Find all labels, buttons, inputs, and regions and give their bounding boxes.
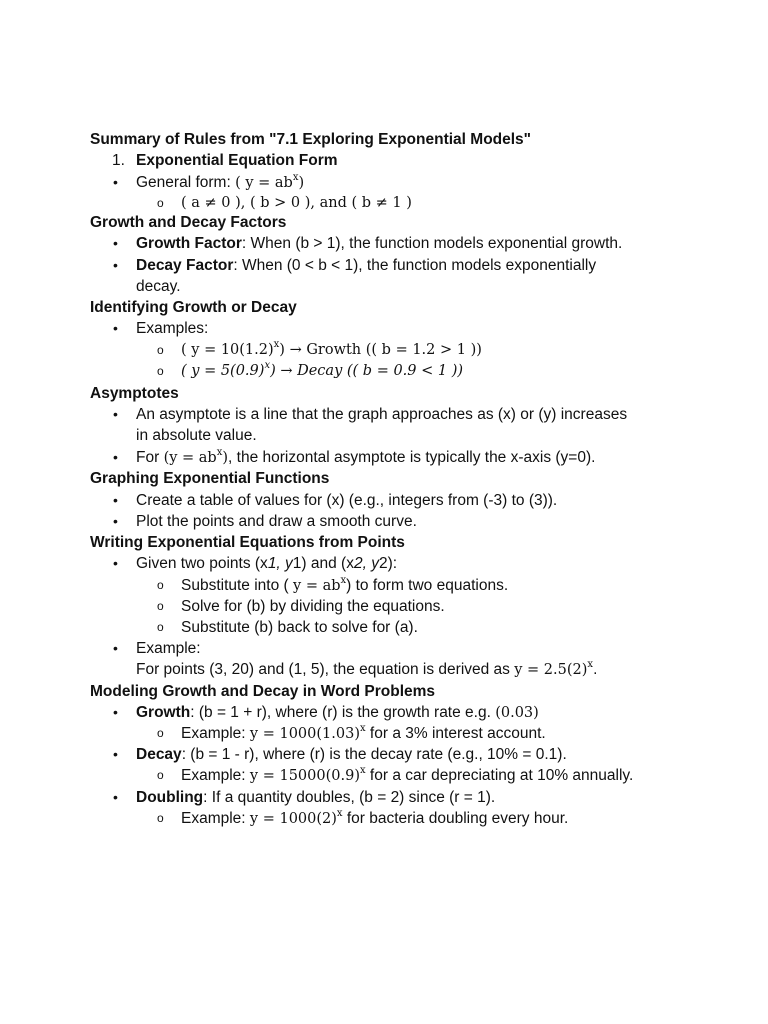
text: Example:	[181, 810, 250, 827]
text: Given two points (x	[136, 555, 268, 572]
list-item-text: Solve for (b) by dividing the equations.	[181, 598, 445, 615]
equation-text: (y = ab	[163, 450, 217, 466]
section-heading: Asymptotes	[90, 385, 179, 402]
equation	[181, 340, 482, 361]
bullet-icon: •	[113, 449, 118, 465]
sub-bullet-icon: o	[157, 578, 164, 592]
text: For points (3, 20) and (1, 5), the equation is derived as	[136, 661, 515, 678]
equation	[235, 172, 305, 191]
equation-text: )	[298, 175, 305, 191]
list-item-text	[136, 702, 539, 724]
label: General form:	[136, 174, 236, 191]
equation	[249, 765, 366, 784]
section-heading: Growth and Decay Factors	[90, 214, 287, 231]
list-item	[0, 404, 768, 425]
list-item-text	[181, 723, 546, 745]
list-number: 1.	[112, 152, 125, 169]
equation	[181, 361, 463, 382]
definition: : (b = 1 + r), where (r) is the growth rate e.g.	[190, 704, 496, 721]
equation: ( a ≠ 0 ), ( b > 0 ), and ( b ≠ 1 )	[181, 195, 412, 211]
definition: decay.	[136, 278, 181, 295]
bullet-icon: •	[113, 789, 118, 805]
list-item	[0, 553, 768, 574]
exponent: x	[359, 765, 366, 777]
sub-list-item	[0, 596, 768, 617]
list-item	[0, 233, 768, 254]
bullet-icon: •	[113, 704, 118, 720]
list-item-text	[136, 447, 595, 469]
equation	[514, 659, 594, 678]
list-item	[0, 787, 768, 808]
exponent: x	[340, 575, 347, 587]
list-item-text	[181, 808, 568, 830]
section-heading: Graphing Exponential Functions	[90, 470, 330, 487]
list-item	[0, 490, 768, 511]
bullet-icon: •	[113, 640, 118, 656]
list-item-text: An asymptote is a line that the graph approaches as (x) or (y) increases	[136, 406, 628, 423]
equation-text: y = 15000(0.9)	[249, 768, 360, 784]
list-item-text	[136, 787, 495, 808]
bullet-icon: •	[113, 235, 118, 251]
list-item-text: in absolute value.	[136, 427, 257, 444]
bullet-icon: •	[113, 320, 118, 336]
text: for a car depreciating at 10% annually.	[365, 767, 634, 784]
equation-text: ) → Decay (( b = 0.9 < 1 ))	[270, 363, 464, 379]
list-item	[0, 702, 768, 723]
equation-text: ( y = 10(1.2)	[181, 342, 274, 358]
definition: : When (0 < b < 1), the function models exponentially	[233, 257, 597, 274]
exponent: x	[292, 172, 299, 184]
sub-list-item	[0, 808, 768, 829]
list-item	[0, 318, 768, 339]
sub-bullet-icon: o	[157, 343, 164, 357]
list-item	[0, 447, 768, 468]
exponent: x	[359, 723, 366, 735]
list-item	[0, 172, 768, 193]
bullet-icon: •	[113, 555, 118, 571]
text: ) to form two equations.	[346, 577, 509, 594]
equation	[249, 808, 343, 827]
sub-list-item	[0, 617, 768, 638]
list-item-text	[181, 575, 508, 597]
bullet-icon: •	[113, 257, 118, 273]
sub-bullet-icon: o	[157, 768, 164, 782]
text: .	[593, 661, 598, 678]
equation	[163, 447, 229, 466]
sub-list-item	[0, 193, 768, 214]
definition: : (b = 1 - r), where (r) is the decay rate (e.g., 10% = 0.1).	[181, 746, 567, 763]
equation-text: y = 1000(2)	[249, 811, 337, 827]
equation-text: )	[222, 450, 229, 466]
list-item-continuation	[0, 425, 768, 446]
list-item-text	[181, 765, 633, 787]
list-item-text	[136, 659, 597, 681]
sub-bullet-icon: o	[157, 364, 164, 378]
bullet-icon: •	[113, 746, 118, 762]
sub-list-item	[0, 340, 768, 361]
equation	[293, 575, 347, 594]
text: Example:	[181, 767, 250, 784]
exponent: x	[216, 447, 223, 459]
equation-text: ) → Growth (( b = 1.2 > 1 ))	[279, 342, 482, 358]
text: Example:	[181, 725, 250, 742]
list-item-text	[136, 172, 304, 194]
list-item	[0, 255, 768, 276]
sub-list-item	[0, 765, 768, 786]
equation	[249, 723, 366, 742]
text: Substitute into (	[181, 577, 294, 594]
section-heading: Exponential Equation Form	[136, 152, 338, 169]
list-item-text	[136, 744, 567, 765]
exponent: x	[336, 808, 343, 820]
bullet-icon: •	[113, 406, 118, 422]
list-item-continuation	[0, 659, 768, 680]
section-exponential-form	[0, 150, 768, 171]
list-item-text	[136, 233, 622, 254]
definition: : If a quantity doubles, (b = 2) since (r = 1).	[203, 789, 496, 806]
text: for bacteria doubling every hour.	[342, 810, 569, 827]
exponent: x	[264, 360, 271, 372]
bullet-icon: •	[113, 513, 118, 529]
list-item	[0, 638, 768, 659]
list-item-text: Create a table of values for (x) (e.g., integers from (-3) to (3)).	[136, 492, 558, 509]
text: 1, y	[267, 555, 293, 572]
term: Growth	[136, 704, 191, 721]
section-heading: Writing Exponential Equations from Points	[90, 534, 405, 551]
text: 2, y	[353, 555, 379, 572]
term: Growth Factor	[136, 235, 242, 252]
sub-bullet-icon: o	[157, 196, 164, 210]
list-item	[0, 744, 768, 765]
list-item-text: Example:	[136, 640, 201, 657]
equation-text: ( y = 5(0.9)	[181, 363, 265, 379]
bullet-icon: •	[113, 492, 118, 508]
label: For	[136, 449, 164, 466]
list-item-continuation	[0, 276, 768, 297]
list-item-text	[136, 553, 397, 574]
text: 1) and (x	[292, 555, 354, 572]
bullet-icon: •	[113, 174, 118, 190]
term: Doubling	[136, 789, 204, 806]
equation-text: y = 2.5(2)	[514, 662, 588, 678]
exponent: x	[587, 659, 594, 671]
exponent: x	[273, 339, 280, 351]
equation-text: ( y = ab	[235, 175, 293, 191]
list-item-text: Plot the points and draw a smooth curve.	[136, 513, 417, 530]
sub-bullet-icon: o	[157, 620, 164, 634]
sub-bullet-icon: o	[157, 599, 164, 613]
sub-list-item	[0, 723, 768, 744]
equation-text: y = ab	[293, 578, 341, 594]
text: 2):	[378, 555, 398, 572]
section-heading: Modeling Growth and Decay in Word Problems	[90, 683, 436, 700]
sub-list-item	[0, 361, 768, 382]
list-item	[0, 511, 768, 532]
section-heading: Identifying Growth or Decay	[90, 299, 297, 316]
sub-bullet-icon: o	[157, 811, 164, 825]
list-item-text	[136, 255, 596, 276]
text: for a 3% interest account.	[365, 725, 546, 742]
list-item-text: Substitute (b) back to solve for (a).	[181, 619, 418, 636]
equation-text: y = 1000(1.03)	[249, 726, 360, 742]
list-item-text: Examples:	[136, 320, 209, 337]
definition: , the horizontal asymptote is typically the x-axis (y=0).	[228, 449, 596, 466]
term: Decay	[136, 746, 182, 763]
term: Decay Factor	[136, 257, 234, 274]
sub-bullet-icon: o	[157, 726, 164, 740]
equation: (0.03)	[495, 705, 539, 721]
document-title: Summary of Rules from "7.1 Exploring Exponential Models"	[90, 131, 532, 148]
definition: : When (b > 1), the function models exponential growth.	[241, 235, 623, 252]
sub-list-item	[0, 575, 768, 596]
